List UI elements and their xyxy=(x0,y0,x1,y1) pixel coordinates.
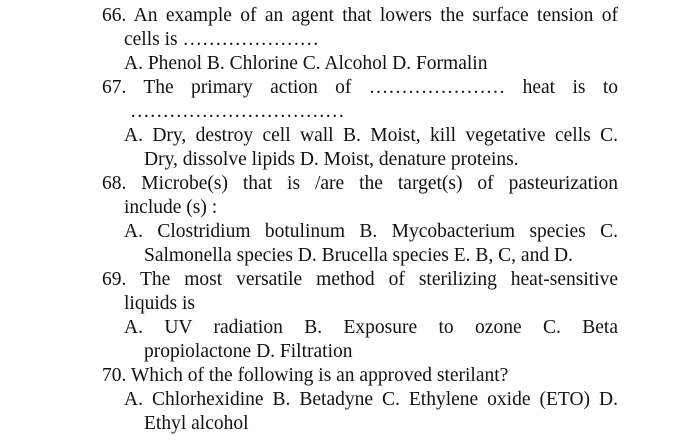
question-69-stem-line-2: liquids is xyxy=(124,293,195,314)
question-70-options-line-1: A. Chlorhexidine B. Betadyne C. Ethylene oxide (ETO) D. xyxy=(124,389,618,410)
question-68-stem-line-1: 68. Microbe(s) that is /are the target(s) of pasteurization xyxy=(102,173,618,194)
question-66-options-line-1: A. Phenol B. Chlorine C. Alcohol D. Formalin xyxy=(124,53,488,74)
question-69-options-line-1: A. UV radiation B. Exposure to ozone C. Beta xyxy=(124,317,618,338)
question-68-options-line-1: A. Clostridium botulinum B. Mycobacterium species C. xyxy=(124,221,618,242)
question-67-stem-line-1: 67. The primary action of ………………… heat is to xyxy=(102,77,618,98)
question-66-stem-line-2: cells is ………………… xyxy=(124,29,319,50)
question-69-options-line-2: propiolactone D. Filtration xyxy=(144,341,353,362)
question-68-stem-line-2: include (s) : xyxy=(124,197,218,218)
question-66-stem-line-1: 66. An example of an agent that lowers the surface tension of xyxy=(102,5,618,26)
question-67-options-line-1: A. Dry, destroy cell wall B. Moist, kill vegetative cells C. xyxy=(124,125,618,146)
question-69-stem-line-1: 69. The most versatile method of sterilizing heat-sensitive xyxy=(102,269,618,290)
question-67-options-line-2: Dry, dissolve lipids D. Moist, denature proteins. xyxy=(144,149,519,170)
question-70-options-line-2: Ethyl alcohol xyxy=(144,413,249,434)
question-67-stem-line-2: …………………………… xyxy=(130,101,345,122)
question-68-options-line-2: Salmonella species D. Brucella species E. B, C, and D. xyxy=(144,245,573,266)
question-70-stem-line-1: 70. Which of the following is an approved sterilant? xyxy=(102,365,509,386)
